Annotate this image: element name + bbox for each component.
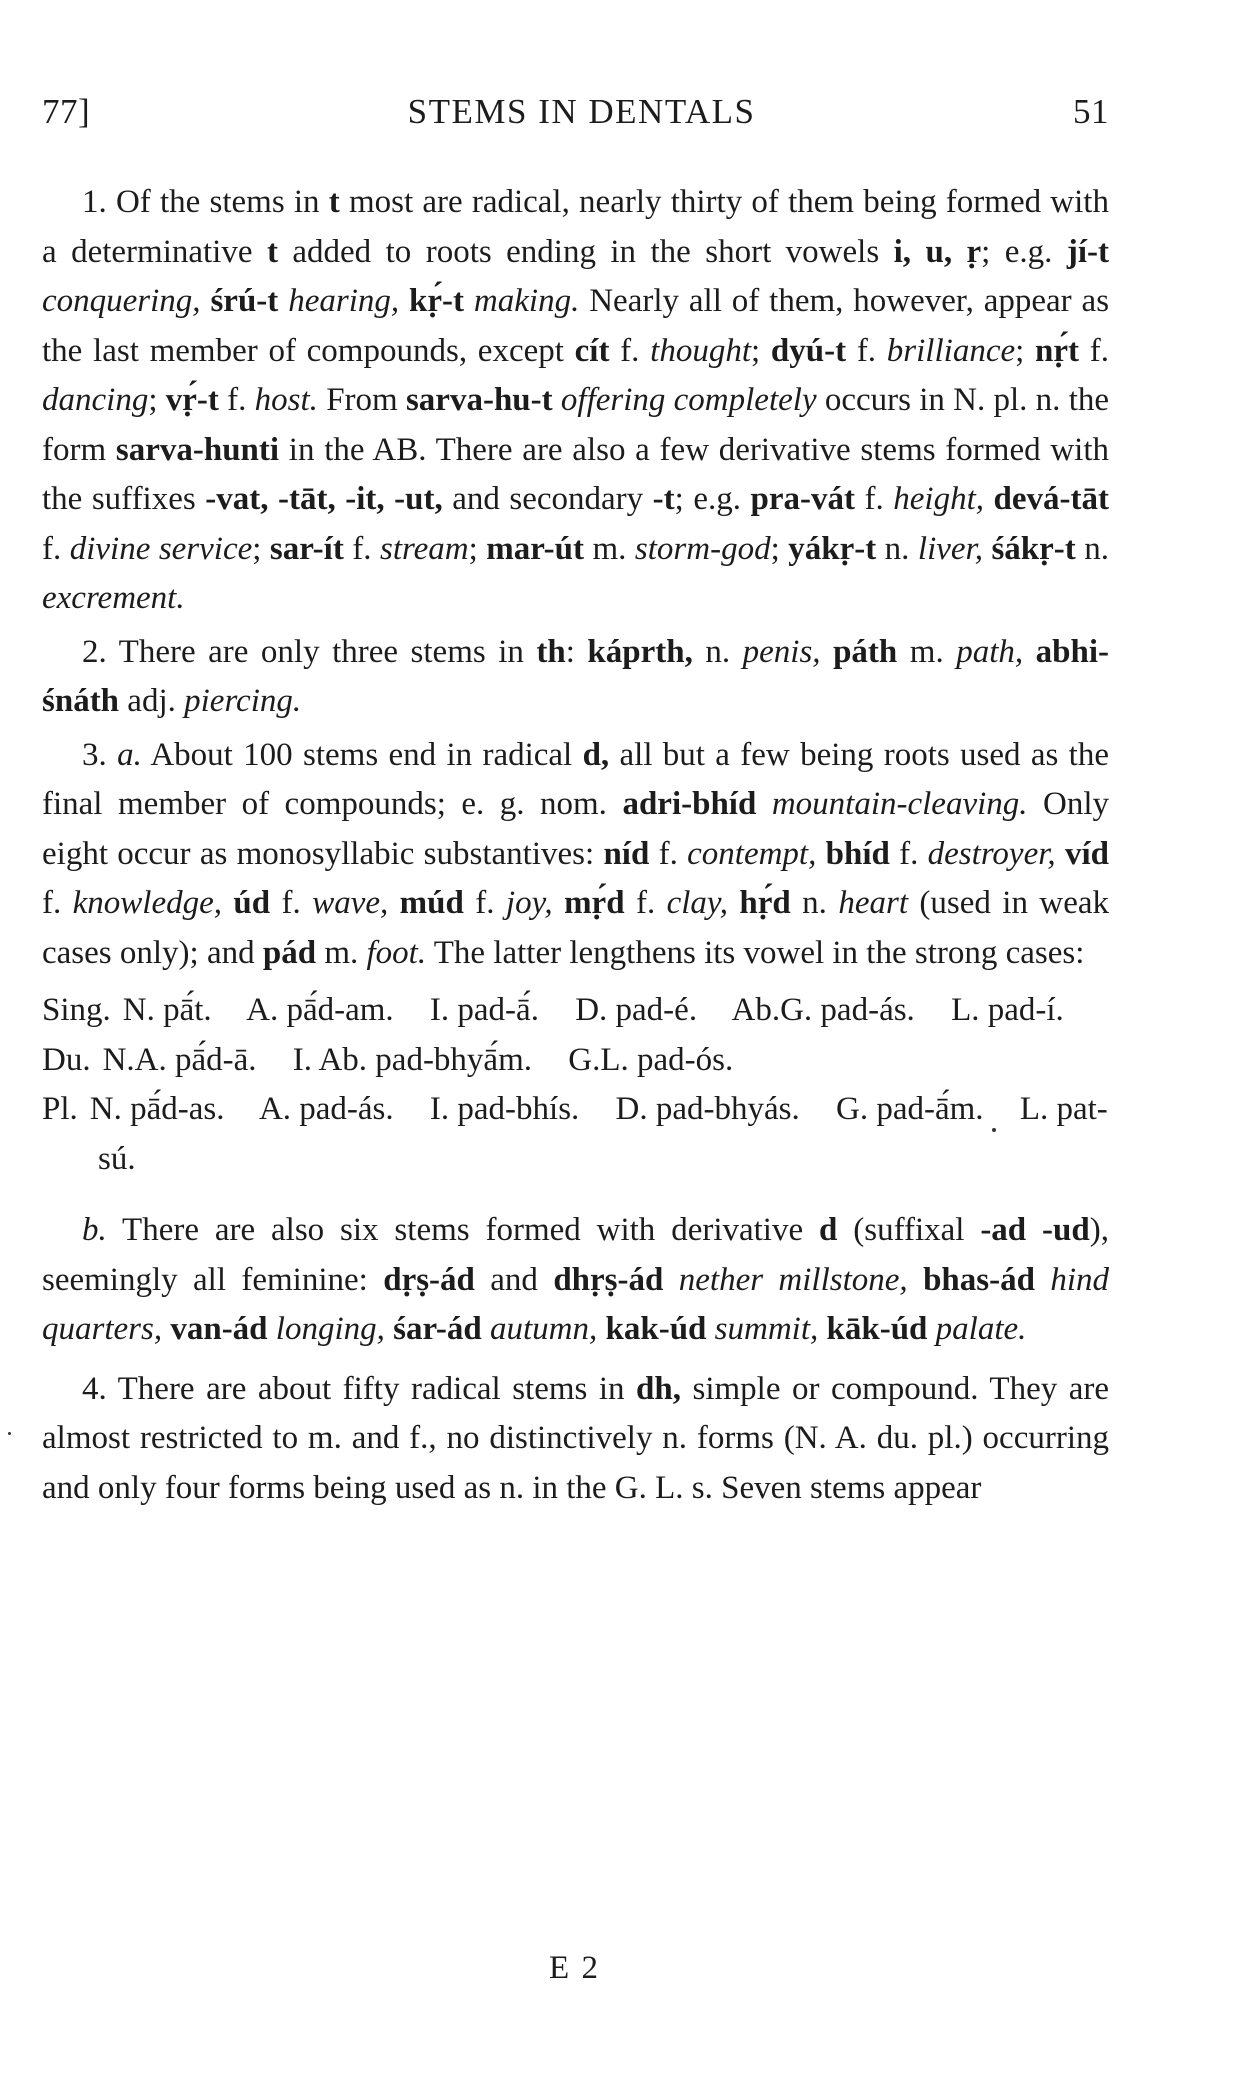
- text-run: From: [317, 382, 406, 418]
- sanskrit-form: śákṛ-t: [991, 530, 1076, 567]
- text-run: [908, 1262, 923, 1298]
- english-gloss: height,: [893, 481, 985, 517]
- sanskrit-form: vṛ́-t: [165, 382, 219, 418]
- case-form: Ab.G. pad-ás.: [731, 992, 915, 1028]
- sanskrit-form: mṛ́d: [564, 885, 625, 921]
- text-run: n.: [1075, 530, 1110, 567]
- case-form: D. pad-é.: [575, 992, 698, 1028]
- text-run: ;: [468, 530, 487, 567]
- english-gloss: dancing: [42, 382, 149, 418]
- english-gloss: autumn,: [490, 1311, 598, 1347]
- section-number: 77]: [42, 92, 91, 131]
- sanskrit-form: -t: [652, 481, 675, 517]
- text-run: [482, 1311, 490, 1347]
- text-run: [1035, 1262, 1050, 1298]
- text-run: [553, 382, 561, 418]
- text-run: ;: [770, 530, 789, 567]
- number-label: Pl.: [42, 1091, 78, 1127]
- english-gloss: longing,: [275, 1311, 385, 1347]
- sanskrit-form: hṛ́d: [739, 885, 791, 921]
- text-run: and: [474, 1261, 554, 1298]
- text-run: 2. There are only three stems in: [82, 633, 537, 670]
- text-run: n.: [692, 633, 743, 670]
- text-run: f.: [889, 835, 928, 872]
- case-form: D. pad-bhyás.: [615, 1091, 800, 1127]
- text-run: [756, 786, 772, 822]
- declension-table: [42, 986, 1109, 1184]
- case-form: I. pad-ā́.: [429, 992, 539, 1028]
- text-run: [984, 481, 994, 517]
- case-form: I. Ab. pad-bhyā́m.: [292, 1041, 532, 1078]
- english-gloss: foot.: [366, 934, 427, 971]
- text-run: f.: [1079, 332, 1109, 369]
- sanskrit-form: d: [819, 1212, 838, 1248]
- english-gloss: divine service: [69, 530, 253, 567]
- text-run: [553, 885, 564, 921]
- text-run: ; e.g.: [981, 233, 1067, 270]
- print-speck: [8, 1432, 11, 1435]
- text-run: 1. Of the stems in: [82, 184, 329, 220]
- signature-mark: E 2: [549, 1950, 600, 1986]
- case-form: L. pat-sú.: [98, 1091, 1108, 1177]
- case-form: N. pā́d-as.: [89, 1091, 225, 1127]
- sanskrit-form: víd: [1064, 835, 1109, 872]
- sanskrit-form: th: [536, 633, 566, 670]
- text-run: f.: [846, 332, 887, 369]
- text-run: most are radical, nearly thirty of them being formed with a determinative: [42, 184, 1109, 270]
- text-run: 4. There are about fifty radical stems in: [82, 1370, 637, 1407]
- text-run: [464, 283, 474, 319]
- english-gloss: liver,: [917, 530, 983, 567]
- text-run: The latter lengthens its vowel in the strong cases:: [426, 934, 1085, 971]
- english-gloss: contempt,: [687, 835, 817, 872]
- sanskrit-form: t: [328, 184, 340, 220]
- english-gloss: nether millstone,: [678, 1261, 908, 1298]
- english-gloss: hearing,: [288, 283, 400, 319]
- text-run: [706, 1311, 714, 1347]
- declension-row: [42, 1036, 1109, 1086]
- running-header: [42, 92, 1109, 138]
- text-run: m.: [897, 633, 957, 670]
- sanskrit-form: adri-bhíd: [622, 786, 757, 822]
- text-run: occurs in N. pl. n. the form: [42, 382, 1110, 468]
- text-run: (used in weak cases only); and: [42, 885, 1109, 971]
- sanskrit-form: páth: [833, 633, 898, 670]
- text-run: (suffixal: [837, 1212, 981, 1248]
- sanskrit-form: dṛṣ-ád: [383, 1261, 475, 1298]
- english-gloss: a.: [117, 736, 142, 773]
- sanskrit-form: -ad -ud: [980, 1212, 1090, 1248]
- sanskrit-form: i, u, ṛ: [893, 233, 982, 270]
- text-run: Only eight occur as monosyllabic substantives:: [42, 786, 1110, 872]
- text-run: [399, 283, 409, 319]
- text-run: :: [565, 633, 588, 670]
- text-run: f.: [218, 382, 255, 418]
- english-gloss: joy,: [505, 885, 553, 921]
- text-run: [385, 1311, 393, 1347]
- case-form: L. pad-í.: [951, 992, 1064, 1028]
- text-run: n.: [876, 530, 918, 567]
- text-run: [201, 283, 211, 319]
- paragraph-1-t-stems: [42, 178, 1109, 624]
- page-title: STEMS IN DENTALS: [407, 92, 756, 131]
- text-run: ), seemingly all feminine:: [42, 1212, 1109, 1298]
- sanskrit-form: mar-út: [486, 530, 585, 567]
- sanskrit-form: dhṛṣ-ád: [553, 1261, 664, 1298]
- text-run: [597, 1311, 605, 1347]
- text-run: [927, 1311, 935, 1347]
- text-run: f.: [624, 885, 667, 921]
- text-run: and secondary: [442, 481, 653, 517]
- english-gloss: knowledge,: [72, 885, 223, 921]
- paragraph-3b-derivative-d: [42, 1206, 1109, 1355]
- english-gloss: clay,: [666, 885, 729, 921]
- english-gloss: making.: [473, 283, 580, 319]
- sanskrit-form: abhi-śnáth: [42, 633, 1110, 719]
- case-form: I. pad-bhís.: [429, 1091, 580, 1127]
- text-run: f.: [609, 332, 651, 369]
- sanskrit-form: d,: [582, 736, 610, 773]
- english-gloss: excrement.: [42, 580, 185, 616]
- case-form: A. pad-ás.: [258, 1091, 394, 1127]
- number-label: Sing.: [42, 992, 111, 1028]
- text-run: [818, 1311, 826, 1347]
- sanskrit-form: pra-vát: [750, 481, 855, 517]
- text-run: simple or compound. They are almost restricted to m. and f., no distinctively n. forms (N. A. du. pl.) occurring and only four forms being used as n. in the G. L. s. Seven stems appear: [42, 1370, 1109, 1506]
- page-number: 51: [1073, 92, 1109, 131]
- text-run: ;: [751, 332, 771, 369]
- case-form: N. pā́t.: [122, 992, 212, 1028]
- sanskrit-form: sarva-hunti: [115, 431, 280, 468]
- sanskrit-form: t: [266, 233, 278, 270]
- paragraph-2-th-stems: [42, 628, 1109, 727]
- english-gloss: thought: [650, 332, 751, 369]
- sanskrit-form: bhas-ád: [923, 1261, 1035, 1298]
- text-run: [1056, 836, 1065, 872]
- english-gloss: heart: [838, 885, 909, 921]
- case-form: G. pad-ā́m.: [836, 1091, 984, 1127]
- text-run: 3.: [82, 736, 118, 773]
- text-run: [663, 1262, 678, 1298]
- text-run: in the AB. There are also a few derivative stems formed with the suffixes: [42, 431, 1109, 517]
- english-gloss: conquering,: [42, 283, 201, 319]
- english-gloss: path,: [956, 633, 1024, 670]
- english-gloss: b.: [82, 1212, 107, 1248]
- text-run: f.: [42, 530, 70, 567]
- text-run: m.: [316, 934, 367, 971]
- english-gloss: mountain-cleaving.: [771, 786, 1028, 822]
- sanskrit-form: káprth,: [587, 633, 693, 670]
- text-run: f.: [463, 885, 506, 921]
- sanskrit-form: sar-ít: [269, 530, 344, 567]
- text-run: [728, 885, 739, 921]
- sanskrit-form: kṛ́-t: [409, 283, 465, 319]
- sanskrit-form: dyú-t: [770, 332, 847, 369]
- sanskrit-form: -vat, -tāt, -it, -ut,: [205, 481, 443, 517]
- text-run: n.: [790, 885, 839, 921]
- text-run: [268, 1311, 276, 1347]
- text-run: f.: [855, 481, 894, 517]
- text-run: ;: [148, 382, 166, 418]
- number-label: Du.: [42, 1041, 91, 1078]
- text-run: About 100 stems end in radical: [141, 736, 583, 773]
- declension-row: [42, 1085, 1109, 1184]
- text-run: ;: [252, 530, 270, 567]
- text-run: m.: [584, 530, 635, 567]
- text-run: [1023, 634, 1036, 670]
- english-gloss: penis,: [742, 633, 821, 670]
- sanskrit-form: pád: [262, 934, 317, 971]
- sanskrit-form: cít: [574, 332, 610, 369]
- english-gloss: wave,: [312, 885, 389, 921]
- text-run: [278, 283, 288, 319]
- sanskrit-form: jí-t: [1066, 233, 1109, 270]
- sanskrit-form: devá-tāt: [993, 481, 1109, 517]
- english-gloss: summit,: [714, 1311, 819, 1347]
- english-gloss: offering completely: [560, 382, 817, 418]
- sanskrit-form: dh,: [636, 1370, 681, 1407]
- case-form: N.A. pā́d-ā.: [102, 1041, 257, 1078]
- sanskrit-form: níd: [603, 835, 650, 872]
- text-run: Nearly all of them, however, appear as the last member of compounds, except: [42, 283, 1110, 369]
- sanskrit-form: śar-ád: [393, 1311, 482, 1347]
- text-run: all but a few being roots used as the final member of compounds; e. g. nom.: [42, 736, 1109, 822]
- sanskrit-form: nṛ́t: [1035, 332, 1080, 369]
- english-gloss: host.: [254, 382, 318, 418]
- english-gloss: stream: [380, 530, 469, 567]
- declension-row: [42, 986, 1109, 1036]
- sanskrit-form: śrú-t: [210, 283, 279, 319]
- text-run: f.: [649, 835, 688, 872]
- text-run: [821, 634, 834, 670]
- sanskrit-form: úd: [233, 885, 271, 921]
- english-gloss: piercing.: [184, 683, 302, 719]
- sanskrit-form: múd: [399, 885, 464, 921]
- text-run: f.: [343, 530, 381, 567]
- text-run: There are also six stems formed with derivative: [106, 1212, 819, 1248]
- sanskrit-form: kāk-úd: [826, 1311, 928, 1347]
- english-gloss: palate.: [935, 1311, 1027, 1347]
- print-speck: [992, 1128, 996, 1132]
- text-run: [388, 885, 399, 921]
- text-run: adj.: [119, 683, 185, 719]
- text-run: [222, 885, 233, 921]
- english-gloss: hind quarters,: [42, 1261, 1110, 1347]
- english-gloss: brilliance: [886, 332, 1016, 369]
- text-run: f.: [270, 885, 313, 921]
- sanskrit-form: bhíd: [825, 835, 890, 872]
- sanskrit-form: yákṛ-t: [788, 530, 877, 567]
- text-run: ; e.g.: [674, 481, 751, 517]
- sanskrit-form: van-ád: [170, 1311, 268, 1347]
- paragraph-3a-d-stems: [42, 731, 1109, 979]
- text-run: added to roots ending in the short vowels: [277, 233, 894, 270]
- case-form: G.L. pad-ós.: [568, 1041, 734, 1078]
- case-form: A. pā́d-am.: [246, 992, 394, 1028]
- paragraph-4-dh-stems: [42, 1365, 1109, 1514]
- sanskrit-form: sarva-hu-t: [405, 382, 553, 418]
- sanskrit-form: kak-úd: [605, 1311, 707, 1347]
- english-gloss: storm-god: [634, 530, 771, 567]
- text-run: ;: [1015, 332, 1036, 369]
- english-gloss: destroyer,: [927, 835, 1056, 872]
- text-run: [816, 836, 825, 872]
- text-run: f.: [42, 885, 73, 921]
